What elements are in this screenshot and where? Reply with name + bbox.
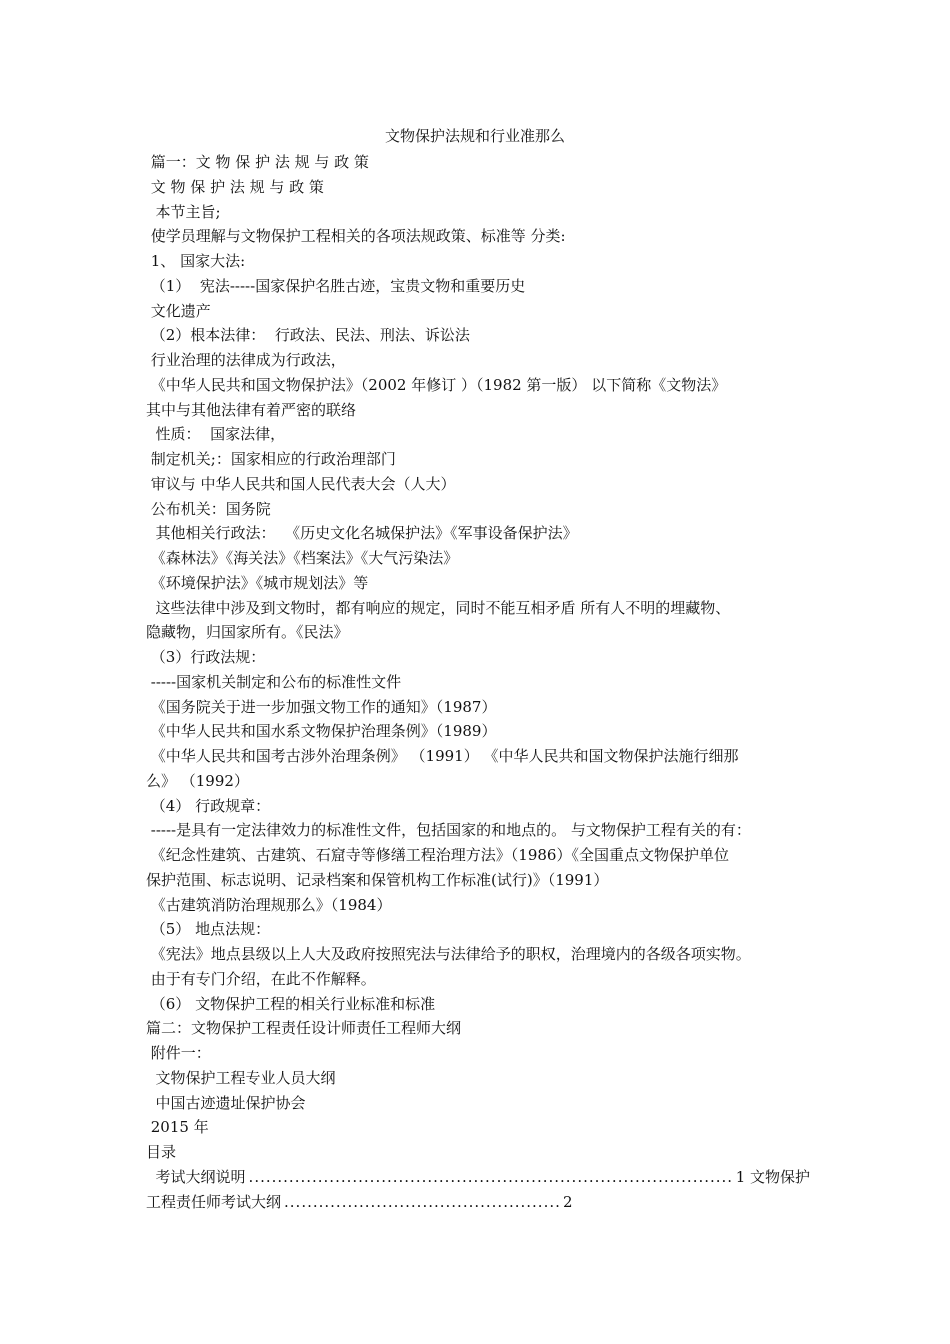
text-line: 制定机关;：国家相应的行政治理部门 [146,450,396,468]
toc-dot-leader [284,1190,560,1214]
text-line: 保护范围、标志说明、记录档案和保管机构工作标准(试行)》（1991） [146,870,609,889]
text-line: 么》 （1992） [146,771,249,790]
text-line: 其中与其他法律有着严密的联络 [146,400,357,419]
text-line: 《中华人民共和国水系文物保护治理条例》（1989） [146,722,497,741]
text-line: 《古建筑消防治理规那么》（1984） [146,895,392,914]
toc-dot-leader [249,1165,733,1189]
text-line: 《宪法》地点县级以上人大及政府按照宪法与法律给予的职权，治理境内的各级各项实物。 [146,945,751,963]
text-line: （1） 宪法-----国家保护名胜古迹，宝贵文物和重要历史 [146,276,526,295]
text-line: 行业治理的法律成为行政法， [146,351,346,369]
text-line: （5） 地点法规： [146,920,271,939]
text-line: 中国古迹遗址保护协会 [146,1093,306,1112]
text-line: 公布机关：国务院 [146,499,271,518]
toc-entry-page: 2 [563,1192,573,1211]
toc-entry-label: 考试大纲说明 [146,1167,246,1186]
text-line: （6） 文物保护工程的相关行业标准和标准 [146,994,436,1013]
toc-entry [146,1190,810,1214]
text-line: 《中华人民共和国文物保护法》（2002 年修订 ）（1982 第一版） 以下简称《文物法》 [146,375,727,394]
text-line: 1、 国家大法: [146,252,246,270]
text-line: （4） 行政规章： [146,796,271,815]
text-line: 其他相关行政法： 《历史文化名城保护法》《军事设备保护法》 [146,524,578,543]
text-line: 目录 [146,1143,177,1161]
text-line: （3）行政法规： [146,648,266,666]
text-line: -----是具有一定法律效力的标准性文件，包括国家的和地点的。 与文物保护工程有关的有： [146,821,751,840]
text-line: 性质： 国家法律， [146,425,286,444]
text-line: 隐藏物，归国家所有。《民法》 [146,623,349,642]
text-line: 文化遗产 [146,301,211,320]
text-line: -----国家机关制定和公布的标准性文件 [146,672,402,691]
document-title: 文物保护法规和行业准那么 [384,127,565,145]
text-line: 文 物 保 护 法 规 与 政 策 [146,177,324,196]
text-line: 篇一：文 物 保 护 法 规 与 政 策 [146,153,369,171]
text-line: 《森林法》《海关法》《档案法》《大气污染法》 [146,549,459,567]
text-line: 《国务院关于进一步加强文物工作的通知》（1987） [146,697,497,716]
text-line: 篇二：文物保护工程责任设计师责任工程师大纲 [146,1019,462,1038]
text-line: 《环境保护法》《城市规划法》等 [146,573,369,592]
text-line: 本节主旨; [146,202,221,221]
text-line: （2）根本法律： 行政法、民法、刑法、诉讼法 [146,326,470,345]
text-line: 审议与 中华人民共和国人民代表大会（人大） [146,474,456,493]
text-line: 《中华人民共和国考古涉外治理条例》 （1991） 《中华人民共和国文物保护法施行细那 [146,747,739,765]
text-line: 这些法律中涉及到文物时，都有响应的规定，同时不能互相矛盾 所有人不明的埋藏物、 [146,598,731,617]
text-line: 2015 年 [146,1118,209,1137]
text-line: 《纪念性建筑、古建筑、石窟寺等修缮工程治理方法》（1986）《全国重点文物保护单位 [146,846,729,864]
toc-entry-label: 工程责任师考试大纲 [146,1192,282,1211]
text-line: 使学员理解与文物保护工程相关的各项法规政策、标准等 分类: [146,227,566,246]
text-line: 文物保护工程专业人员大纲 [146,1068,336,1087]
toc-entry-page: 1 文物保护 [735,1167,810,1186]
toc-entry [146,1165,810,1189]
text-line: 由于有专门介绍，在此不作解释。 [146,969,376,988]
text-line: 附件一： [146,1044,211,1062]
